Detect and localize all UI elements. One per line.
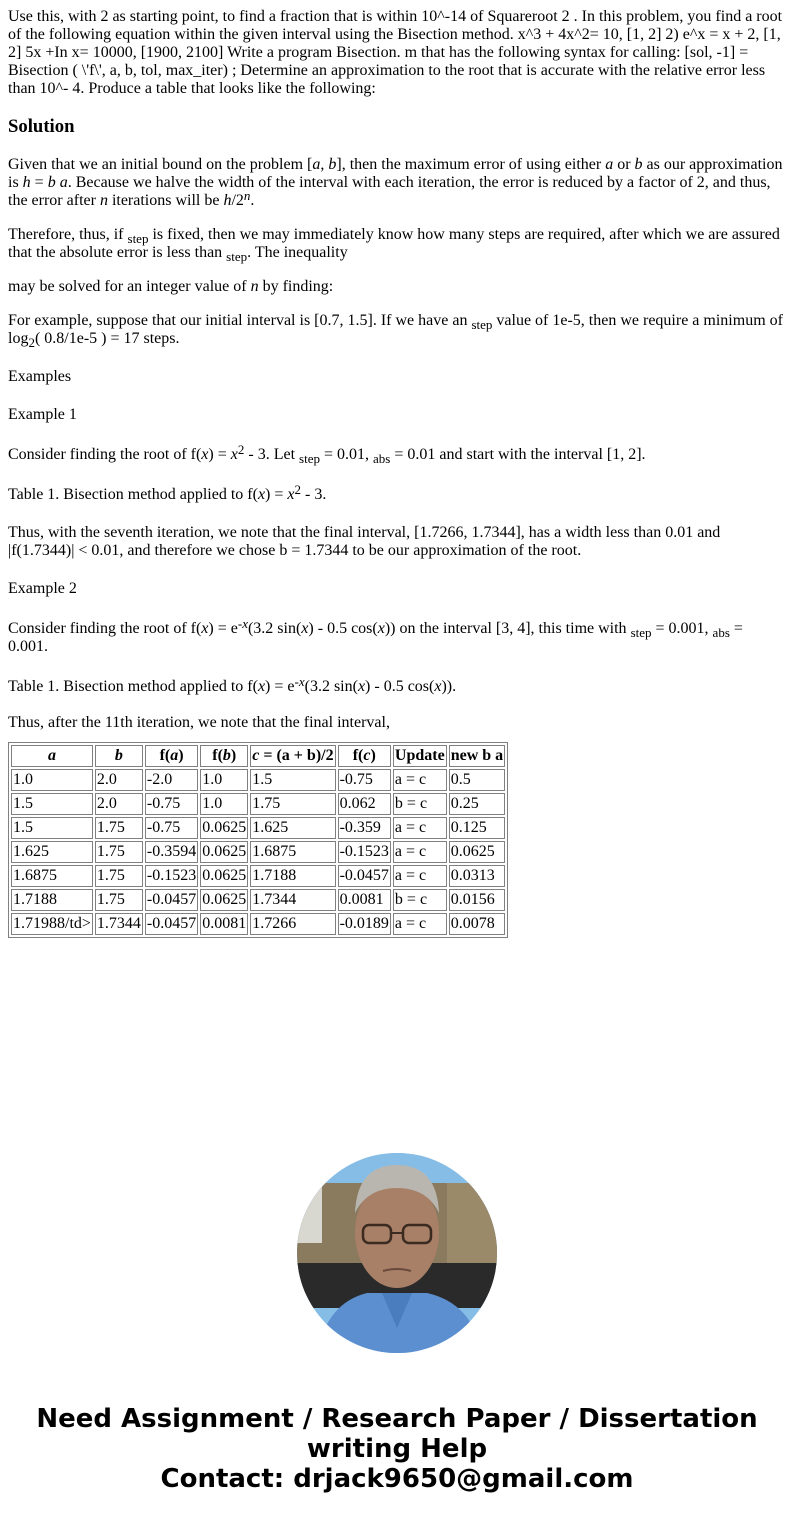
- cell-fa: -0.75: [145, 817, 198, 839]
- cell-a: 1.7188: [11, 889, 93, 911]
- cell-update: a = c: [393, 841, 447, 863]
- cell-fa: -0.75: [145, 793, 198, 815]
- header-new-ba: new b a: [449, 745, 505, 767]
- cell-fc: -0.359: [338, 817, 391, 839]
- cell-update: a = c: [393, 913, 447, 935]
- solution-paragraph-3: may be solved for an integer value of n by finding:: [8, 278, 334, 295]
- header-b: b: [95, 745, 143, 767]
- solution-paragraph-2: Therefore, thus, if $_{step}$ is fixed, then we may immediately know how many steps are required, after which we are assured that the absolute error is less than $_{step}$. The inequality: [8, 226, 780, 264]
- cell-c: 1.7188: [250, 865, 335, 887]
- table-row: [11, 769, 505, 791]
- table-header-row: [11, 745, 505, 767]
- table-row: [11, 913, 505, 935]
- cell-c: 1.5: [250, 769, 335, 791]
- example-2-description: Consider finding the root of $f(x) = e^{-x}(3.2$ sin(x) - 0.5 cos(x)) on the interval [3, 4], this time with $_{step}$ = 0.001, $_{abs}$ = 0.001.: [8, 616, 743, 655]
- cell-c: 1.75: [250, 793, 335, 815]
- cell-c: 1.6875: [250, 841, 335, 863]
- author-photo: [297, 1153, 497, 1353]
- cell-c: 1.7344: [250, 889, 335, 911]
- cell-a: 1.71988/td>: [11, 913, 93, 935]
- cell-new-ba: 0.25: [449, 793, 505, 815]
- article: [8, 8, 786, 938]
- example-1-description: Consider finding the root of $f(x) = x^2 - 3$. Let $_{step}$ = 0.01, $_{abs}$ = 0.01 and start with the interval [1, 2].: [8, 442, 646, 466]
- cell-fa: -0.0457: [145, 889, 198, 911]
- cell-fb: 1.0: [200, 793, 248, 815]
- cell-new-ba: 0.0625: [449, 841, 505, 863]
- cell-b: 1.75: [95, 865, 143, 887]
- header-fa: f(a): [145, 745, 198, 767]
- question-text: Use this, with 2 as starting point, to find a fraction that is within 10^-14 of Squareroot 2 . In this problem, you find a root of the following equation within the given interval using the Bisection method. x^3 + 4x^2= 10, [1, 2] 2) e^x = x + 2, [1, 2] 5x +In x= 10000, [1900, 2100] Write a program Bisection. m that has the following syntax for calling: [sol, -1] = Bisection ( \'f\', a, b, tol, max_iter) ; Determine an approximation to the root that is accurate with the relative error less than 10^- 4. Produce a table that looks like the following:: [8, 8, 783, 97]
- cell-update: a = c: [393, 817, 447, 839]
- cell-fc: 0.0081: [338, 889, 391, 911]
- cell-new-ba: 0.5: [449, 769, 505, 791]
- cell-a: 1.625: [11, 841, 93, 863]
- cell-b: 1.75: [95, 889, 143, 911]
- example-1-table-caption: Table 1. Bisection method applied to $f(x) = x^2 - 3$.: [8, 482, 327, 503]
- cell-fa: -0.1523: [145, 865, 198, 887]
- cell-fc: -0.0189: [338, 913, 391, 935]
- cell-fb: 0.0625: [200, 817, 248, 839]
- cell-fa: -0.3594: [145, 841, 198, 863]
- cell-update: b = c: [393, 889, 447, 911]
- cell-a: 1.0: [11, 769, 93, 791]
- header-a: a: [11, 745, 93, 767]
- cell-fc: 0.062: [338, 793, 391, 815]
- cell-update: b = c: [393, 793, 447, 815]
- header-fb: f(b): [200, 745, 248, 767]
- promo-line-2: writing Help: [306, 1434, 488, 1464]
- cell-b: 1.7344: [95, 913, 143, 935]
- cell-a: 1.6875: [11, 865, 93, 887]
- cell-fc: -0.1523: [338, 841, 391, 863]
- header-c: c = (a + b)/2: [250, 745, 335, 767]
- cell-new-ba: 0.0156: [449, 889, 505, 911]
- cell-fa: -2.0: [145, 769, 198, 791]
- cell-new-ba: 0.0078: [449, 913, 505, 935]
- header-update: Update: [393, 745, 447, 767]
- cell-b: 2.0: [95, 769, 143, 791]
- header-fc: f(c): [338, 745, 391, 767]
- table-row: [11, 841, 505, 863]
- cell-b: 1.75: [95, 817, 143, 839]
- cell-b: 1.75: [95, 841, 143, 863]
- cell-fb: 0.0625: [200, 889, 248, 911]
- cell-fc: -0.75: [338, 769, 391, 791]
- table-row: [11, 817, 505, 839]
- solution-heading: Solution: [8, 116, 75, 137]
- cell-fb: 1.0: [200, 769, 248, 791]
- table-row: [11, 865, 505, 887]
- promo-contact: Contact: drjack9650@gmail.com: [160, 1464, 634, 1494]
- cell-fb: 0.0625: [200, 865, 248, 887]
- cell-c: 1.625: [250, 817, 335, 839]
- cell-c: 1.7266: [250, 913, 335, 935]
- portrait-icon: [297, 1153, 497, 1353]
- table-row: [11, 793, 505, 815]
- cell-fa: -0.0457: [145, 913, 198, 935]
- cell-fb: 0.0625: [200, 841, 248, 863]
- cell-update: a = c: [393, 769, 447, 791]
- cell-new-ba: 0.125: [449, 817, 505, 839]
- cell-a: 1.5: [11, 793, 93, 815]
- solution-paragraph-4: For example, suppose that our initial interval is [0.7, 1.5]. If we have an $_{step}$ value of 1e-5, then we require a minimum of $\log_2$( 0.8/1e-5 ) = 17 steps.: [8, 312, 783, 350]
- cell-a: 1.5: [11, 817, 93, 839]
- promo-line-1: Need Assignment / Research Paper / Dissertation: [36, 1404, 758, 1434]
- cell-update: a = c: [393, 865, 447, 887]
- bisection-table: [8, 742, 508, 938]
- example-2-label: Example 2: [8, 580, 77, 597]
- example-1-conclusion: Thus, with the seventh iteration, we note that the final interval, [1.7266, 1.7344], has a width less than 0.01 and |f(1.7344)| < 0.01, and therefore we chose b = 1.7344 to be our approximation of the root.: [8, 524, 721, 559]
- cell-fb: 0.0081: [200, 913, 248, 935]
- cell-fc: -0.0457: [338, 865, 391, 887]
- example-1-label: Example 1: [8, 406, 77, 423]
- examples-label: Examples: [8, 368, 72, 385]
- cell-b: 2.0: [95, 793, 143, 815]
- cell-new-ba: 0.0313: [449, 865, 505, 887]
- solution-paragraph-1: Given that we an initial bound on the problem [a, b], then the maximum error of using either a or b as our approximation is h = b a. Because we halve the width of the interval with each iteration, the error is reduced by a factor of 2, and thus, the error after n iterations will be h/2$^n$.: [8, 156, 783, 209]
- example-2-table-caption: Table 1. Bisection method applied to $f(x) = e^{-x}(3.2$ sin(x) - 0.5 cos(x)).: [8, 674, 457, 695]
- promo-banner: [0, 1404, 794, 1494]
- example-2-conclusion: Thus, after the 11th iteration, we note that the final interval,: [8, 714, 390, 731]
- table-row: [11, 889, 505, 911]
